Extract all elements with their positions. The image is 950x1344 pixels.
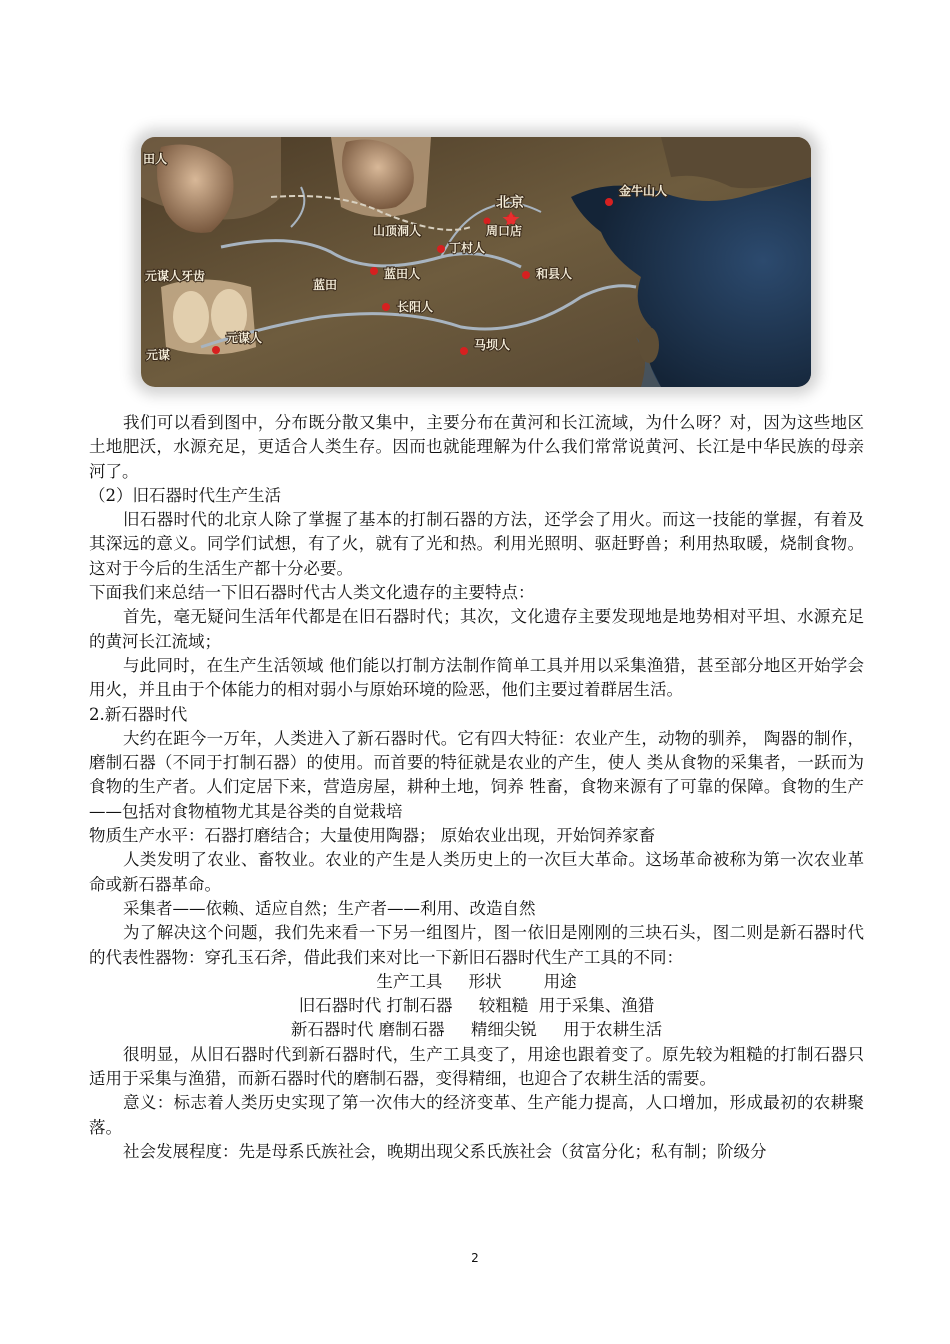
document-body bbox=[89, 411, 864, 1164]
comparison-table-row-paleolithic: 旧石器时代 打制石器 较粗糙 用于采集、渔猎 bbox=[298, 996, 655, 1016]
paragraph-fire: 旧石器时代的北京人除了掌握了基本的打制石器的方法，还学会了用火。而这一技能的掌握，有着及其深远的意义。同学们试想，有了火，就有了光和热。利用光照明、驱赶野兽；利用热取暖，烧制食物。这对于今后的生活生产都十分必要。 bbox=[89, 510, 864, 578]
map-graphic bbox=[141, 137, 811, 387]
paragraph-tool-change: 很明显，从旧石器时代到新石器时代，生产工具变了，用途也跟着变了。原先较为粗糙的打制石器只适用于采集与渔猎，而新石器时代的磨制石器，变得精细，也迎合了农耕生活的需要。 bbox=[89, 1044, 864, 1089]
marker-yuanmou bbox=[212, 346, 220, 354]
tooth-illustration-1 bbox=[173, 291, 209, 343]
marker-hexian bbox=[522, 271, 530, 279]
label-changyang: 长阳人 bbox=[397, 300, 434, 314]
label-top-left: 田人 bbox=[143, 152, 168, 166]
page-number: 2 bbox=[471, 1251, 479, 1265]
paragraph-agricultural-revolution: 人类发明了农业、畜牧业。农业的产生是人类历史上的一次巨大革命。这场革命被称为第一次农业革命或新石器革命。 bbox=[89, 850, 864, 894]
paragraph-social-development: 社会发展程度：先是母系氏族社会，晚期出现父系氏族社会（贫富分化；私有制；阶级分 bbox=[123, 1141, 767, 1161]
label-hexian: 和县人 bbox=[536, 267, 573, 281]
paragraph-distribution: 我们可以看到图中，分布既分散又集中，主要分布在黄河和长江流域，为什么呀？对，因为这些地区土地肥沃，水源充足，更适合人类生存。因而也就能理解为什么我们常常说黄河、长江是中华民族的母亲河了。 bbox=[89, 413, 864, 481]
taiwan-island bbox=[639, 327, 659, 363]
paragraph-first-features: 首先，毫无疑问生活年代都是在旧石器时代；其次，文化遗存主要发现地是地势相对平坦、水源充足的黄河长江流域； bbox=[89, 607, 864, 651]
label-shandingdong: 山顶洞人 bbox=[373, 224, 422, 238]
label-beijing: 北京 bbox=[496, 195, 524, 211]
paragraph-summary-intro: 下面我们来总结一下旧石器时代古人类文化遗存的主要特点： bbox=[89, 583, 535, 603]
paragraph-gatherer-producer: 采集者——依赖、适应自然；生产者——利用、改造自然 bbox=[123, 898, 536, 918]
marker-lantian bbox=[370, 267, 378, 275]
label-yuanmou-tooth: 元谋人牙齿 bbox=[145, 269, 206, 283]
comparison-table-header: 生产工具 形状 用途 bbox=[376, 971, 577, 991]
label-jinniushan: 金牛山人 bbox=[619, 184, 668, 198]
section-heading-neolithic: 2.新石器时代 bbox=[89, 704, 188, 724]
section-heading-paleolithic-life: （2）旧石器时代生产生活 bbox=[89, 485, 281, 505]
label-yuanmou: 元谋人 bbox=[226, 331, 263, 345]
paragraph-material-level: 物质生产水平：石器打磨结合；大量使用陶器； 原始农业出现，开始饲养家畜 bbox=[89, 826, 656, 846]
label-zhoukoudian: 周口店 bbox=[486, 224, 523, 238]
prehistoric-sites-map bbox=[141, 137, 811, 387]
label-lantian: 蓝田人 bbox=[384, 267, 421, 281]
marker-dingcun bbox=[437, 245, 445, 253]
comparison-table-row-neolithic: 新石器时代 磨制石器 精细尖锐 用于农耕生活 bbox=[290, 1020, 663, 1040]
marker-changyang bbox=[382, 303, 390, 311]
label-lantian-place: 蓝田 bbox=[313, 278, 338, 292]
label-yuanmou-place: 元谋 bbox=[146, 348, 171, 362]
marker-maba bbox=[460, 347, 468, 355]
paragraph-significance: 意义：标志着人类历史实现了第一次伟大的经济变革、生产能力提高，人口增加，形成最初的农耕聚落。 bbox=[89, 1093, 864, 1137]
label-maba: 马坝人 bbox=[474, 338, 511, 352]
paragraph-production-life: 与此同时，在生产生活领域 他们能以打制方法制作简单工具并用以采集渔猎，甚至部分地区开始学会用火，并且由于个体能力的相对弱小与原始环境的险恶，他们主要过着群居生活。 bbox=[89, 655, 864, 700]
paragraph-tool-comparison-intro: 为了解决这个问题，我们先来看一下另一组图片，图一依旧是刚刚的三块石头，图二则是新石器时代的代表性器物：穿孔玉石斧，借此我们来对比一下新旧石器时代生产工具的不同： bbox=[89, 923, 864, 967]
paragraph-neolithic-features: 大约在距今一万年，人类进入了新石器时代。它有四大特征：农业产生，动物的驯养， 陶器的制作，磨制石器（不同于打制石器）的使用。而首要的特征就是农业的产生，使人 类从食物的采集者，一跃而为食物的生产者。人们定居下来，营造房屋，耕种土地，饲养 牲畜，食物来源有了可靠的保障。食物的生产——包括对食物植物尤其是谷类的自觉栽培 bbox=[89, 728, 864, 821]
label-dingcun: 丁村人 bbox=[449, 241, 486, 255]
marker-jinniushan bbox=[605, 198, 613, 206]
